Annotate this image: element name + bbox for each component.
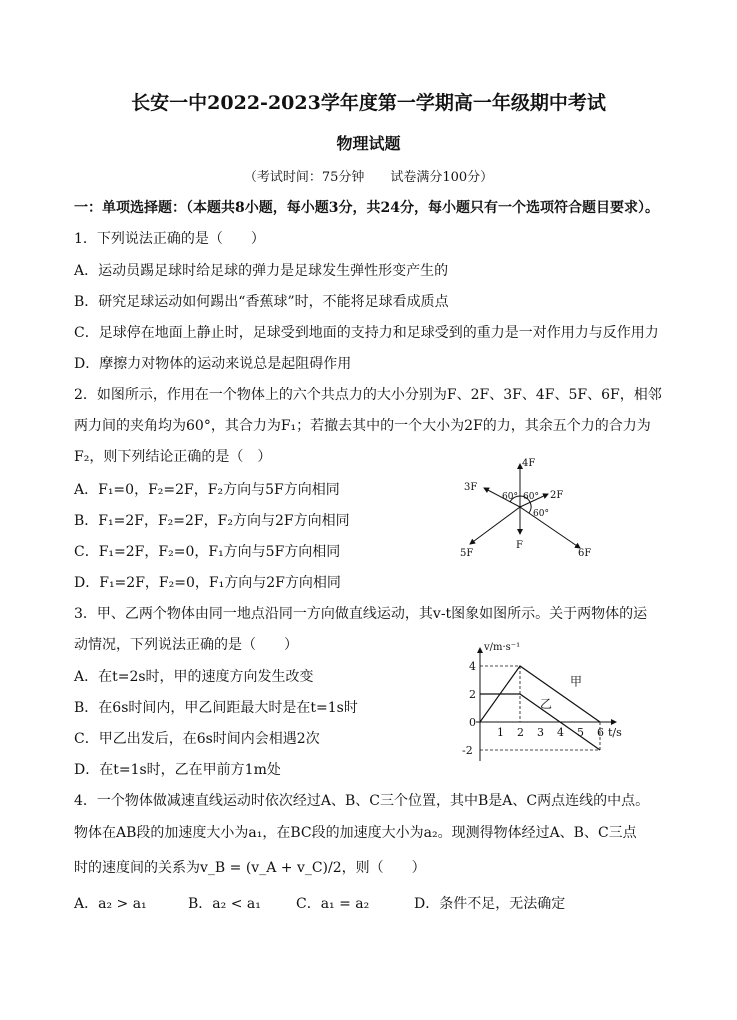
force-6f-arrow [520, 507, 580, 548]
y-axis-label: v/m·s⁻¹ [484, 642, 521, 653]
q2-option-b: B．F₁=2F，F₂=2F，F₂方向与2F方向相同 [74, 513, 350, 529]
x-axis-label: t/s [608, 726, 622, 739]
section-heading: 一：单项选择题：（本题共8小题，每小题3分，共24分，每小题只有一个选项符合题目要求）。 [74, 200, 659, 216]
q2-stem-line1: 2．如图所示，作用在一个物体上的六个共点力的大小分别为F、2F、3F、4F、5F、6F，相邻 [74, 387, 662, 403]
q4-stem-line3: 时的速度间的关系为v_B = (v_A + v_C)/2，则（ ） [74, 860, 426, 876]
series-label-yi: 乙 [540, 697, 553, 711]
x-tick-6: 6 [597, 726, 604, 739]
q1-option-d: D．摩擦力对物体的运动来说总是起阻碍作用 [74, 356, 352, 372]
label-5f: 5F [460, 548, 474, 559]
q2-stem-line3: F₂，则下列结论正确的是（ ） [74, 449, 272, 465]
x-tick-4: 4 [557, 726, 564, 739]
q3-option-b: B．在6s时间内，甲乙间距最大时是在t=1s时 [74, 700, 358, 716]
q3-option-a: A．在t=2s时，甲的速度方向发生改变 [74, 669, 314, 685]
y-tick--2: -2 [462, 744, 473, 757]
force-diagram [450, 452, 610, 564]
label-2f: 2F [550, 490, 564, 501]
q1-option-c: C．足球停在地面上静止时，足球受到地面的支持力和足球受到的重力是一对作用力与反作用力 [74, 325, 659, 341]
x-tick-5: 5 [577, 726, 584, 739]
exam-info: （考试时间：75分钟 试卷满分100分） [243, 170, 494, 185]
y-tick-2: 2 [469, 688, 476, 701]
q3-stem-line1: 3．甲、乙两个物体由同一地点沿同一方向做直线运动，其v-t图象如图所示。关于两物体的运 [74, 606, 648, 622]
exam-title: 长安一中2022-2023学年度第一学期高一年级期中考试 [131, 92, 606, 114]
angle-label-1: 60° [502, 492, 518, 502]
y-tick-4: 4 [469, 660, 476, 673]
x-tick-3: 3 [537, 726, 544, 739]
angle-arc-3 [529, 502, 531, 513]
q1-stem: 1．下列说法正确的是（ ） [74, 231, 265, 247]
q4-option-d: D．条件不足，无法确定 [414, 896, 566, 912]
q4-option-a: A．a₂ > a₁ [74, 896, 147, 912]
label-f: F [516, 540, 523, 551]
y-tick-0: 0 [469, 716, 476, 729]
x-tick-1: 1 [497, 726, 504, 739]
label-4f: 4F [522, 458, 536, 469]
q2-option-c: C．F₁=2F，F₂=0，F₁方向与5F方向相同 [74, 544, 341, 560]
q2-option-d: D．F₁=2F，F₂=0，F₁方向与2F方向相同 [74, 575, 341, 591]
series-label-jia: 甲 [570, 674, 583, 689]
q3-option-c: C．甲乙出发后，在6s时间内会相遇2次 [74, 731, 320, 747]
vt-chart [440, 640, 630, 765]
q3-option-d: D．在t=1s时，乙在甲前方1m处 [74, 762, 281, 778]
angle-label-2: 60° [523, 492, 539, 502]
subject-title: 物理试题 [336, 134, 401, 153]
q1-option-a: A．运动员踢足球时给足球的弹力是足球发生弹性形变产生的 [74, 263, 449, 279]
q1-option-b: B．研究足球运动如何踢出“香蕉球”时，不能将足球看成质点 [74, 294, 449, 310]
q2-stem-line2: 两力间的夹角均为60°，其合力为F₁；若撤去其中的一个大小为2F的力，其余五个力的合力为 [74, 418, 651, 434]
q3-stem-line2: 动情况，下列说法正确的是（ ） [74, 637, 298, 653]
label-6f: 6F [578, 548, 592, 559]
x-tick-2: 2 [517, 726, 524, 739]
q4-option-b: B．a₂ < a₁ [188, 896, 261, 912]
q4-stem-line2: 物体在AB段的加速度大小为a₁，在BC段的加速度大小为a₂。现测得物体经过A、B、C三点 [74, 825, 637, 841]
angle-label-3: 60° [533, 509, 549, 519]
force-5f-arrow [470, 507, 520, 544]
q2-option-a: A．F₁=0，F₂=2F，F₂方向与5F方向相同 [74, 482, 340, 498]
q4-stem-line1: 4．一个物体做减速直线运动时依次经过A、B、C三个位置，其中B是A、C两点连线的中点。 [74, 793, 650, 809]
label-3f: 3F [464, 482, 478, 493]
q4-option-c: C．a₁ = a₂ [296, 896, 370, 912]
